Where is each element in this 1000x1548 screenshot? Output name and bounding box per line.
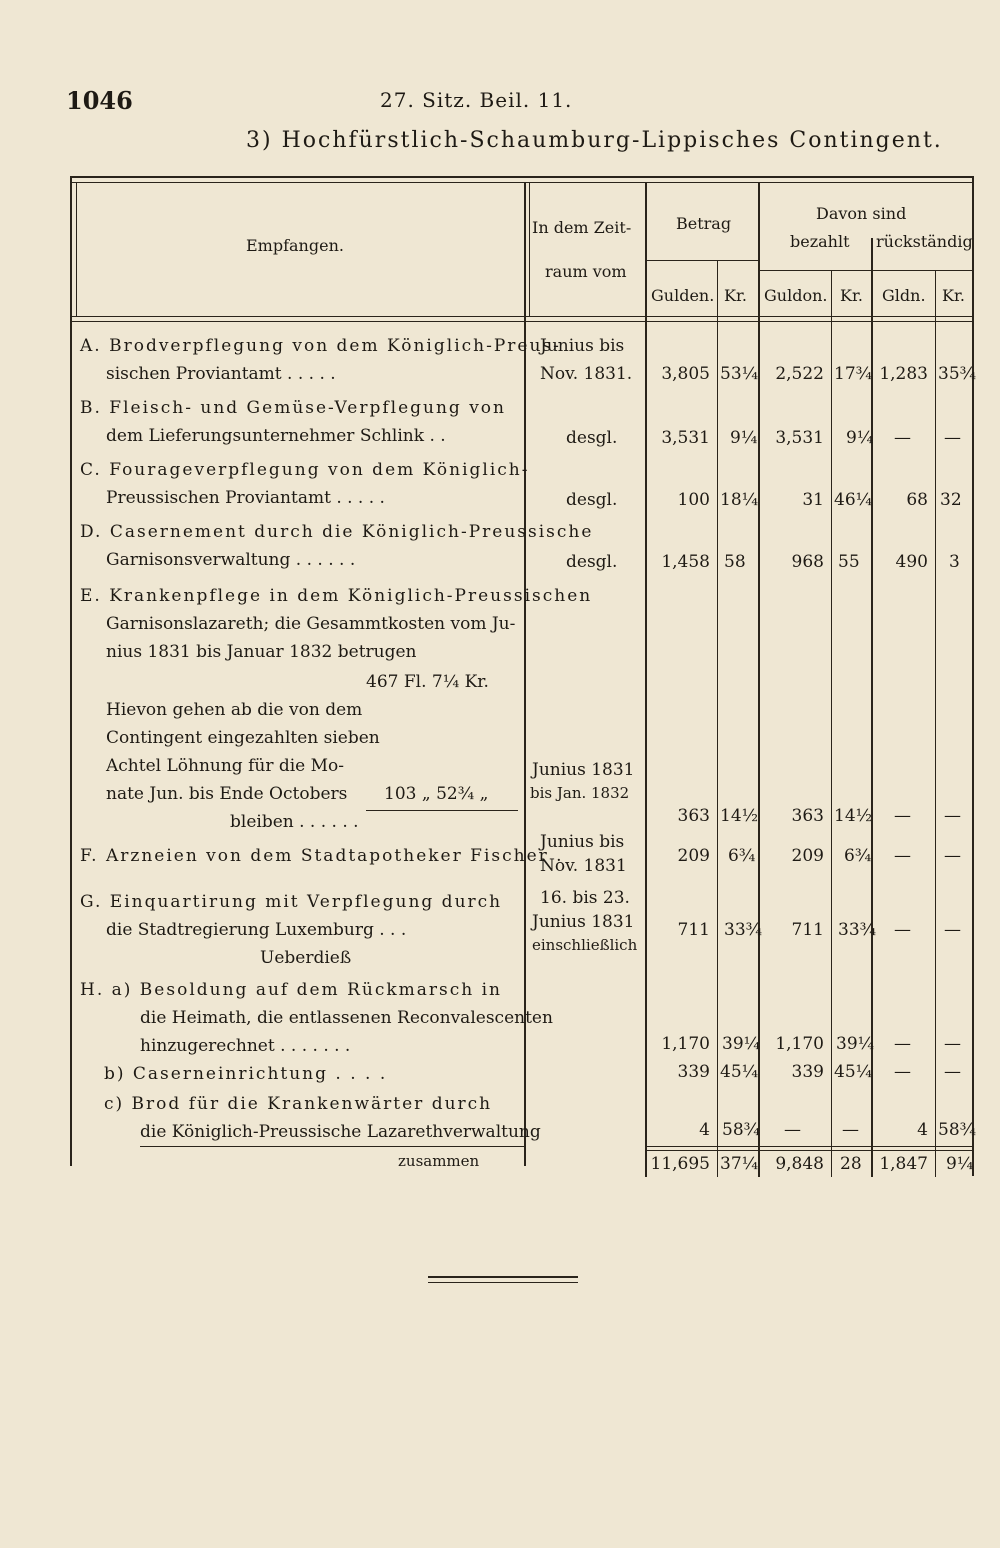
row-g-out-gulden: —	[894, 920, 911, 940]
col-sep-amount	[645, 182, 647, 1177]
total-paid-kr: 28	[840, 1154, 862, 1174]
col-outstanding: rückständig	[876, 232, 973, 251]
total-amount-kr: 37¼	[720, 1154, 759, 1174]
table-header-bottom-rule	[70, 316, 974, 317]
row-hc-paid-gulden: —	[784, 1120, 801, 1140]
row-a-paid-gulden: 2,522	[775, 364, 824, 384]
row-d-amount-gulden: 1,458	[661, 552, 710, 572]
row-a-out-kr: 35¾	[938, 364, 977, 384]
row-hc-out-kr: 58¾	[938, 1120, 977, 1140]
row-g-text-3: Ueberdieß	[260, 948, 352, 968]
page-number: 1046	[66, 86, 133, 115]
row-g-paid-gulden: 711	[791, 920, 824, 940]
row-d-period: desgl.	[566, 552, 618, 572]
of-which-subheader-rule	[760, 270, 972, 271]
row-ha-out-gulden: —	[894, 1034, 911, 1054]
row-g-period-1: 16. bis 23.	[540, 888, 630, 908]
col-gulden: Gulden.	[651, 286, 715, 305]
total-amount-gulden: 11,695	[650, 1154, 710, 1174]
row-e-text-6: Contingent eingezahlten sieben	[106, 728, 380, 748]
row-b-paid-gulden: 3,531	[775, 428, 824, 448]
col-amount: Betrag	[676, 214, 732, 233]
row-b-text-2: dem Lieferungsunternehmer Schlink . .	[106, 426, 446, 446]
total-out-kr: 9¼	[946, 1154, 974, 1174]
row-b-amount-kr: 9¼	[730, 428, 758, 448]
row-g-period-3: einschließlich	[532, 936, 638, 954]
closing-rule-2	[428, 1282, 578, 1283]
row-e-text-3: nius 1831 bis Januar 1832 betrugen	[106, 642, 417, 662]
row-f-out-gulden: —	[894, 846, 911, 866]
row-e-text-5: Hievon gehen ab die von dem	[106, 700, 363, 720]
row-e-sum-rule	[366, 810, 518, 811]
total-label: zusammen	[398, 1152, 480, 1170]
row-f-paid-kr: 6¾	[844, 846, 872, 866]
col-sep-amount-kr	[717, 260, 718, 1177]
row-a-period-1: Junius bis	[540, 336, 625, 356]
row-e-text-7: Achtel Löhnung für die Mo-	[106, 756, 345, 776]
row-f-out-kr: —	[944, 846, 961, 866]
row-c-text-1: C. Fourageverpflegung von dem Königlich-	[80, 460, 530, 480]
row-hb-amount-kr: 45¼	[720, 1062, 759, 1082]
row-e-out-kr: —	[944, 806, 961, 826]
row-d-text-1: D. Casernement durch die Königlich-Preussische	[80, 522, 594, 542]
total-paid-gulden: 9,848	[775, 1154, 824, 1174]
row-g-paid-kr: 33¾	[838, 920, 877, 940]
row-ha-text-3: hinzugerechnet . . . . . . .	[140, 1036, 351, 1056]
row-e-text-10: bleiben . . . . . .	[230, 812, 359, 832]
row-e-text-9: 103 „ 52¾ „	[384, 784, 489, 804]
col-recipient: Empfangen.	[246, 236, 344, 255]
row-a-period-2: Nov. 1831.	[540, 364, 633, 384]
row-d-out-gulden: 490	[895, 552, 928, 572]
row-b-paid-kr: 9¼	[846, 428, 874, 448]
row-b-out-gulden: —	[894, 428, 911, 448]
row-hc-amount-kr: 58¾	[722, 1120, 761, 1140]
row-b-text-1: B. Fleisch- und Gemüse-Verpflegung von	[80, 398, 506, 418]
row-c-paid-gulden: 31	[802, 490, 824, 510]
row-ha-out-kr: —	[944, 1034, 961, 1054]
col-sep-outstanding-kr	[935, 270, 936, 1177]
closing-rule	[428, 1276, 578, 1278]
row-g-text-1: G. Einquartirung mit Verpflegung durch	[80, 892, 503, 912]
row-c-text-2: Preussischen Proviantamt . . . . .	[106, 488, 385, 508]
row-d-text-2: Garnisonsverwaltung . . . . . .	[106, 550, 356, 570]
row-a-text-1: A. Brodverpflegung von dem Königlich-Preus-	[80, 336, 561, 356]
row-g-text-2: die Stadtregierung Luxemburg . . .	[106, 920, 407, 940]
row-d-amount-kr: 58	[724, 552, 746, 572]
row-hc-underline	[140, 1146, 524, 1147]
row-hc-text-1: c) Brod für die Krankenwärter durch	[104, 1094, 493, 1114]
col-period-2: raum vom	[545, 262, 627, 281]
row-e-amount-kr: 14½	[720, 806, 759, 826]
row-hc-amount-gulden: 4	[699, 1120, 710, 1140]
row-f-period-1: Junius bis	[540, 832, 625, 852]
row-hb-amount-gulden: 339	[677, 1062, 710, 1082]
row-e-out-gulden: —	[894, 806, 911, 826]
row-hb-text-1: b) Caserneinrichtung . . . .	[104, 1064, 388, 1084]
row-f-paid-gulden: 209	[791, 846, 824, 866]
row-ha-text-2: die Heimath, die entlassenen Reconvalescenten	[140, 1008, 553, 1028]
row-e-period-2: bis Jan. 1832	[530, 784, 630, 802]
row-e-text-2: Garnisonslazareth; die Gesammtkosten vom Ju-	[106, 614, 516, 634]
row-f-text-1: F. Arzneien von dem Stadtapotheker Fischer .	[80, 846, 564, 866]
row-b-period: desgl.	[566, 428, 618, 448]
left-frame-2	[76, 182, 77, 316]
row-f-amount-kr: 6¾	[728, 846, 756, 866]
row-hb-paid-kr: 45¼	[834, 1062, 873, 1082]
col-paid: bezahlt	[790, 232, 850, 251]
row-ha-amount-gulden: 1,170	[661, 1034, 710, 1054]
row-c-amount-gulden: 100	[677, 490, 710, 510]
col-sep-paid	[758, 182, 760, 1177]
row-d-paid-kr: 55	[838, 552, 860, 572]
left-frame	[70, 176, 72, 1166]
row-c-period: desgl.	[566, 490, 618, 510]
row-ha-amount-kr: 39¼	[722, 1034, 761, 1054]
row-a-amount-gulden: 3,805	[661, 364, 710, 384]
table-header-bottom-rule-2	[70, 321, 974, 322]
col-gulden-paid: Guldon.	[764, 286, 828, 305]
total-rule	[645, 1146, 972, 1147]
running-head: 27. Sitz. Beil. 11.	[380, 88, 573, 112]
row-hc-out-gulden: 4	[917, 1120, 928, 1140]
row-f-amount-gulden: 209	[677, 846, 710, 866]
row-e-paid-kr: 14½	[834, 806, 873, 826]
row-c-amount-kr: 18¼	[720, 490, 759, 510]
row-g-amount-kr: 33¾	[724, 920, 763, 940]
row-d-paid-gulden: 968	[791, 552, 824, 572]
row-a-paid-kr: 17¾	[834, 364, 873, 384]
row-e-paid-gulden: 363	[791, 806, 824, 826]
row-ha-paid-kr: 39¼	[836, 1034, 875, 1054]
row-hc-text-2: die Königlich-Preussische Lazarethverwaltung	[140, 1122, 541, 1142]
row-e-amount-gulden: 363	[677, 806, 710, 826]
row-e-text-4: 467 Fl. 7¼ Kr.	[366, 672, 489, 692]
right-frame	[972, 176, 974, 1176]
amount-subheader-rule	[647, 260, 758, 261]
row-hb-paid-gulden: 339	[791, 1062, 824, 1082]
row-a-amount-kr: 53¼	[720, 364, 759, 384]
row-e-text-8: nate Jun. bis Ende Octobers	[106, 784, 348, 804]
col-gldn-out: Gldn.	[882, 286, 926, 305]
col-kr-paid: Kr.	[840, 286, 863, 305]
row-c-out-gulden: 68	[906, 490, 928, 510]
row-hb-out-gulden: —	[894, 1062, 911, 1082]
row-g-amount-gulden: 711	[677, 920, 710, 940]
table-top-rule-2	[70, 182, 974, 183]
row-c-paid-kr: 46¼	[834, 490, 873, 510]
col-kr-out: Kr.	[942, 286, 965, 305]
row-hb-out-kr: —	[944, 1062, 961, 1082]
row-a-out-gulden: 1,283	[879, 364, 928, 384]
row-b-amount-gulden: 3,531	[661, 428, 710, 448]
total-rule-2	[645, 1150, 972, 1151]
col-of-which: Davon sind	[816, 204, 907, 223]
row-e-text-1: E. Krankenpflege in dem Königlich-Preussischen	[80, 586, 593, 606]
col-period-1: In dem Zeit-	[532, 218, 632, 237]
row-ha-text-1: H. a) Besoldung auf dem Rückmarsch in	[80, 980, 503, 1000]
row-g-out-kr: —	[944, 920, 961, 940]
table-top-rule	[70, 176, 974, 178]
row-b-out-kr: —	[944, 428, 961, 448]
row-e-period-1: Junius 1831	[532, 760, 635, 780]
row-d-out-kr: 3	[949, 552, 960, 572]
row-a-text-2: sischen Proviantamt . . . . .	[106, 364, 336, 384]
section-title: 3) Hochfürstlich-Schaumburg-Lippisches Contingent.	[246, 128, 943, 153]
row-g-period-2: Junius 1831	[532, 912, 635, 932]
row-c-out-kr: 32	[940, 490, 962, 510]
row-f-period-2: Nov. 1831	[540, 856, 627, 876]
total-out-gulden: 1,847	[879, 1154, 928, 1174]
col-sep-period-2	[529, 182, 530, 316]
col-kr: Kr.	[724, 286, 747, 305]
col-sep-paid-kr	[831, 270, 832, 1177]
row-ha-paid-gulden: 1,170	[775, 1034, 824, 1054]
row-hc-paid-kr: —	[842, 1120, 859, 1140]
